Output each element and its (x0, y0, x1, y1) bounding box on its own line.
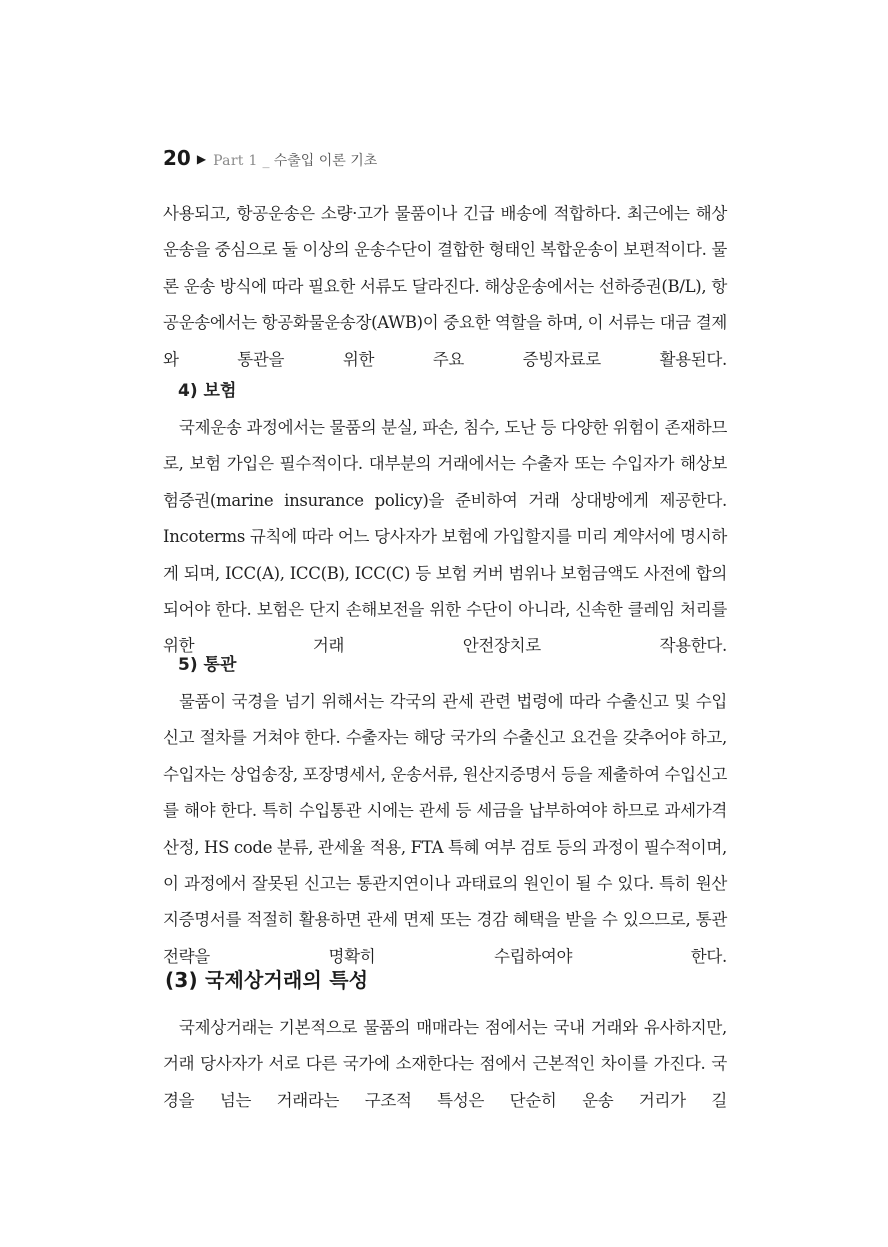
page-number: 20 (163, 146, 191, 170)
subheading-insurance: 4) 보험 (178, 381, 237, 401)
part-title: 수출입 이론 기초 (273, 153, 378, 169)
section-heading-characteristics: (3) 국제상거래의 특성 (165, 968, 369, 992)
subheading-customs: 5) 통관 (178, 655, 237, 675)
paragraph-customs: 물품이 국경을 넘기 위해서는 각국의 관세 관련 법령에 따라 수출신고 및 수입신고 절차를 거쳐야 한다. 수출자는 해당 국가의 수출신고 요건을 갖추어야 하고, 수입자는 상업송장, 포장명세서, 운송서류, 원산지증명서 등을 제출하여 수입신고를 해야 한다. 특히 수입통관 시에는 관세 등 세금을 납부하여야 하므로 과세가격 산정, HS code 분류, 관세율 적용, FTA 특혜 여부 검토 등의 과정이 필수적이며, 이 과정에서 잘못된 신고는 통관지연이나 과태료의 원인이 될 수 있다. 특히 원산지증명서를 적절히 활용하면 관세 면제 또는 경감 혜택을 받을 수 있으므로, 통관 전략을 명확히 수립하여야 한다. (163, 692, 727, 966)
triangle-right-icon: ▶ (196, 152, 207, 166)
part-label: Part 1 _ (213, 153, 270, 169)
paragraph-transport-continued: 사용되고, 항공운송은 소량·고가 물품이나 긴급 배송에 적합하다. 최근에는 해상운송을 중심으로 둘 이상의 운송수단이 결합한 형태인 복합운송이 보편적이다. 물론 운송 방식에 따라 필요한 서류도 달라진다. 해상운송에서는 선하증권(B/L), 항공운송에서는 항공화물운송장(AWB)이 중요한 역할을 하며, 이 서류는 대금 결제와 통관을 위한 주요 증빙자료로 활용된다. (163, 204, 727, 369)
paragraph-insurance: 국제운송 과정에서는 물품의 분실, 파손, 침수, 도난 등 다양한 위험이 존재하므로, 보험 가입은 필수적이다. 대부분의 거래에서는 수출자 또는 수입자가 해상보험증권(marine insurance policy)을 준비하여 거래 상대방에게 제공한다. Incoterms 규칙에 따라 어느 당사자가 보험에 가입할지를 미리 계약서에 명시하게 되며, ICC(A), ICC(B), ICC(C) 등 보험 커버 범위나 보험금액도 사전에 합의되어야 한다. 보험은 단지 손해보전을 위한 수단이 아니라, 신속한 클레임 처리를 위한 거래 안전장치로 작용한다. (163, 418, 727, 656)
paragraph-characteristics: 국제상거래는 기본적으로 물품의 매매라는 점에서는 국내 거래와 유사하지만, 거래 당사자가 서로 다른 국가에 소재한다는 점에서 근본적인 차이를 가진다. 국경을 넘는 거래라는 구조적 특성은 단순히 운송 거리가 길 (163, 1018, 727, 1110)
running-header (163, 146, 377, 174)
